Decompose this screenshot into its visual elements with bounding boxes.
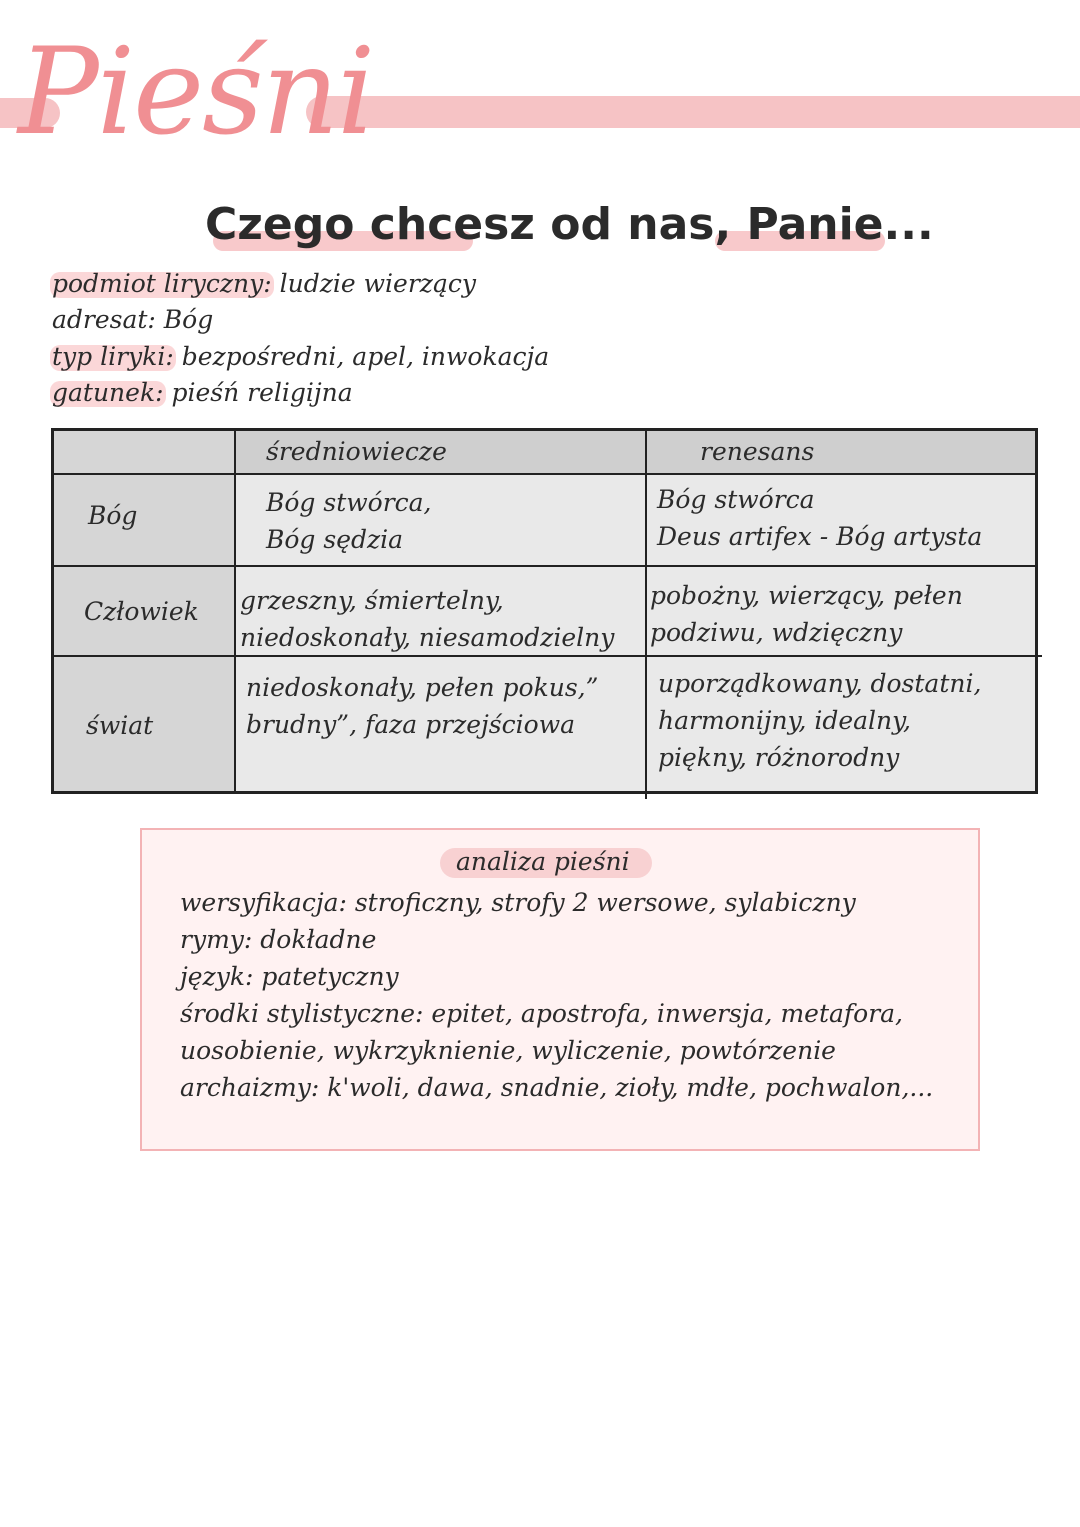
analysis-line: środki stylistyczne: epitet, apostrofa, inwersja, metafora, [180,999,903,1028]
cell-line: brudny”, faza przejściowa [246,710,575,739]
page-title: Pieśni [18,23,374,162]
cell-line: niedoskonały, pełen pokus,” [246,673,599,702]
table-cell [658,665,981,776]
table-cell [246,669,598,743]
cell-line: pobożny, wierzący, pełen [650,581,963,610]
table-cell [657,481,982,555]
analysis-box [140,828,980,1151]
cell-line: harmonijny, idealny, [658,706,911,735]
table-divider [645,431,647,799]
info-key: podmiot liryczny: [52,266,272,302]
info-line-lyric-type [52,339,549,375]
analysis-line: wersyfikacja: stroficzny, strofy 2 wersowe, sylabiczny [180,888,856,917]
cell-line: Deus artifex - Bóg artysta [657,522,983,551]
info-value: ludzie wierzący [271,269,476,298]
comparison-table [51,428,1038,794]
cell-line: podziwu, wdzięczny [650,618,903,647]
cell-line: niedoskonały, niesamodzielny [240,623,615,652]
info-line-addressee [52,302,213,338]
analysis-line: archaizmy: k'woli, dawa, snadnie, zioły, mdłe, pochwalon,... [180,1073,934,1102]
info-key: typ liryki: [52,339,174,375]
table-row-label-world: świat [86,711,154,740]
cell-line: Bóg stwórca [657,485,815,514]
table-header-renaissance: renesans [700,437,815,466]
cell-line: Bóg sędzia [266,525,404,554]
cell-line: uporządkowany, dostatni, [658,669,982,698]
info-line-genre [52,375,353,411]
title-decoration-bar-right [306,96,1080,128]
cell-line: piękny, różnorodny [658,743,900,772]
table-header-medieval: średniowiecze [266,437,447,466]
table-divider [234,431,236,791]
table-cell [650,577,963,651]
analysis-line: rymy: dokładne [180,925,377,954]
table-divider [54,565,1035,567]
cell-line: Bóg stwórca, [266,488,432,517]
info-key: gatunek: [52,375,164,411]
table-row-label-human: Człowiek [84,597,199,626]
info-key: adresat: [52,305,156,334]
analysis-title: analiza pieśni [456,847,630,876]
info-value: bezpośredni, apel, inwokacja [173,342,550,371]
info-value: pieśń religijna [163,378,353,407]
table-row-label-god: Bóg [88,501,138,530]
subtitle: Czego chcesz od nas, Panie... [205,199,934,250]
info-value: Bóg [155,305,214,334]
table-cell [240,582,614,656]
table-cell [266,484,432,558]
table-divider [54,473,1035,475]
subtitle-block [205,195,934,255]
cell-line: grzeszny, śmiertelny, [240,586,504,615]
analysis-list [180,884,933,1106]
analysis-title-block [440,844,630,880]
info-line-speaker [52,266,476,302]
analysis-line: uosobienie, wykrzyknienie, wyliczenie, powtórzenie [180,1036,836,1065]
analysis-line: język: patetyczny [180,962,399,991]
